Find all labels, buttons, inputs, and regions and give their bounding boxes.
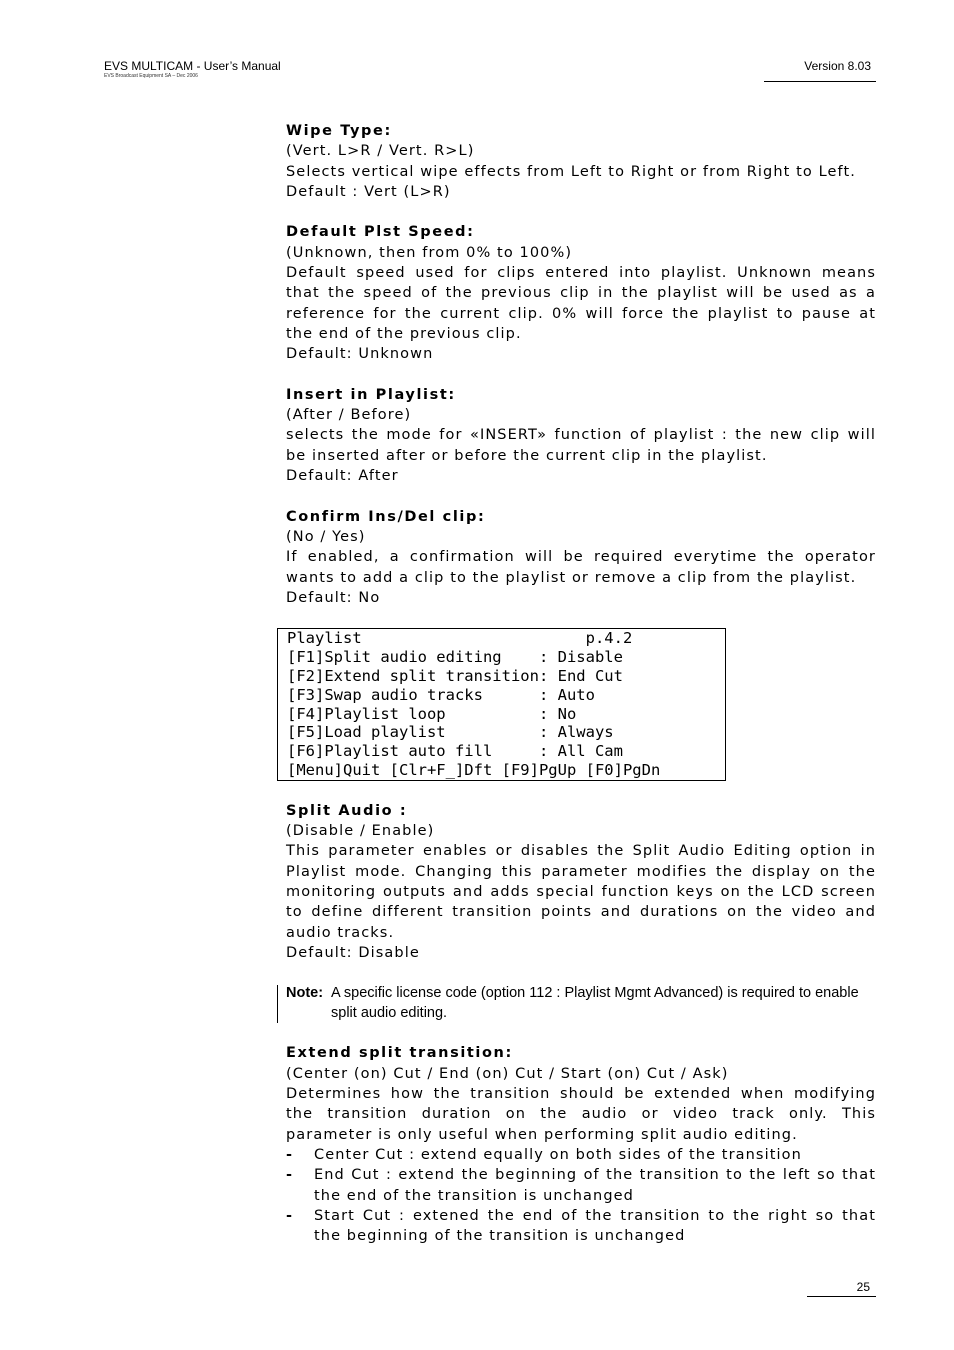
bullet-dash: - — [286, 1207, 294, 1224]
section-description: Determines how the transition should be extended when modifying the transition duration on the audio or video track only. This parameter is only useful when performing split audio editing. — [286, 1086, 876, 1143]
version-label: Version 8.03 — [804, 59, 871, 73]
bullet-dash: - — [286, 1167, 294, 1184]
section-description: If enabled, a confirmation will be required everytime the operator wants to add a clip to the playlist or remove a clip from the playlist. — [286, 549, 876, 586]
lcd-line: Playlist p.4.2 — [287, 629, 633, 648]
list-item-text: Center Cut : extend equally on both sides of the transition — [314, 1146, 802, 1163]
footer-rule — [807, 1296, 876, 1297]
bullet-list — [286, 1145, 876, 1246]
section-default: Default: After — [286, 468, 399, 485]
section-description: This parameter enables or disables the Split Audio Editing option in Playlist mode. Changing this parameter modifies the display on the monitoring outputs and adds special function keys on the LCD screen to define different transition points and durations on the video and audio tracks. — [286, 843, 876, 941]
section-title: Split Audio : — [286, 802, 408, 819]
bullet-dash: - — [286, 1146, 294, 1163]
section-options: (No / Yes) — [286, 528, 366, 545]
lcd-line: [F1]Split audio editing : Disable — [287, 648, 623, 667]
lcd-line: [F6]Playlist auto fill : All Cam — [287, 742, 623, 761]
section-options: (Vert. L>R / Vert. R>L) — [286, 143, 475, 160]
section-confirm-ins-del — [286, 507, 876, 608]
section-title: Default Plst Speed: — [286, 224, 475, 241]
lcd-line: [F3]Swap audio tracks : Auto — [287, 685, 595, 704]
section-description: Selects vertical wipe effects from Left to Right or from Right to Left. — [286, 163, 857, 180]
section-extend-split-transition — [286, 1043, 876, 1246]
section-default: Default: Disable — [286, 944, 420, 961]
lcd-line: [F5]Load playlist : Always — [287, 723, 614, 742]
section-wipe-type — [286, 121, 876, 202]
section-title: Wipe Type: — [286, 123, 392, 139]
section-default: Default: Unknown — [286, 346, 434, 363]
header-rule — [764, 81, 876, 82]
section-options: (Disable / Enable) — [286, 823, 435, 840]
lcd-line: [F4]Playlist loop : No — [287, 704, 577, 723]
section-default: Default: No — [286, 589, 381, 606]
list-item — [286, 1206, 876, 1247]
page-header — [104, 59, 281, 80]
list-item — [286, 1145, 876, 1165]
lcd-line: [F2]Extend split transition: End Cut — [287, 667, 623, 686]
lcd-menu-screen — [277, 628, 726, 780]
list-item-text: Start Cut : extened the end of the transition to the right so that the beginning of the transition is unchanged — [314, 1207, 876, 1245]
section-options: (Unknown, then from 0% to 100%) — [286, 244, 573, 261]
section-insert-in-playlist — [286, 385, 876, 486]
manual-title: EVS MULTICAM - User’s Manual — [104, 59, 281, 73]
section-title: Confirm Ins/Del clip: — [286, 508, 486, 525]
note-label: Note: — [286, 985, 324, 1002]
list-item-text: End Cut : extend the beginning of the transition to the left so that the end of the transition is unchanged — [314, 1167, 876, 1204]
section-title: Extend split transition: — [286, 1045, 513, 1062]
section-default: Default : Vert (L>R) — [286, 183, 451, 200]
lcd-line: [Menu]Quit [Clr+F_]Dft [F9]PgUp [F0]PgDn — [287, 761, 661, 779]
note-text: A specific license code (option 112 : Playlist Mgmt Advanced) is required to enable split audio editing. — [331, 985, 859, 1022]
page-number: 25 — [856, 1280, 870, 1294]
note-margin-bar — [277, 985, 278, 1023]
section-description: selects the mode for «INSERT» function of playlist : the new clip will be inserted after or before the current clip in the playlist. — [286, 427, 876, 464]
list-item — [286, 1165, 876, 1206]
section-options: (Center (on) Cut / End (on) Cut / Start (on) Cut / Ask) — [286, 1065, 729, 1082]
section-description: Default speed used for clips entered into playlist. Unknown means that the speed of the previous clip in the playlist will be used as a reference for the current clip. 0% will force the playlist to pause at the end of the previous clip. — [286, 265, 876, 342]
section-default-plst-speed — [286, 222, 876, 364]
section-title: Insert in Playlist: — [286, 386, 456, 403]
section-options: (After / Before) — [286, 407, 412, 424]
note-box — [286, 983, 876, 1023]
section-split-audio — [286, 801, 876, 963]
main-content — [286, 121, 876, 1267]
publisher-line: EVS Broadcast Equipment SA – Dec 2006 — [104, 73, 198, 79]
